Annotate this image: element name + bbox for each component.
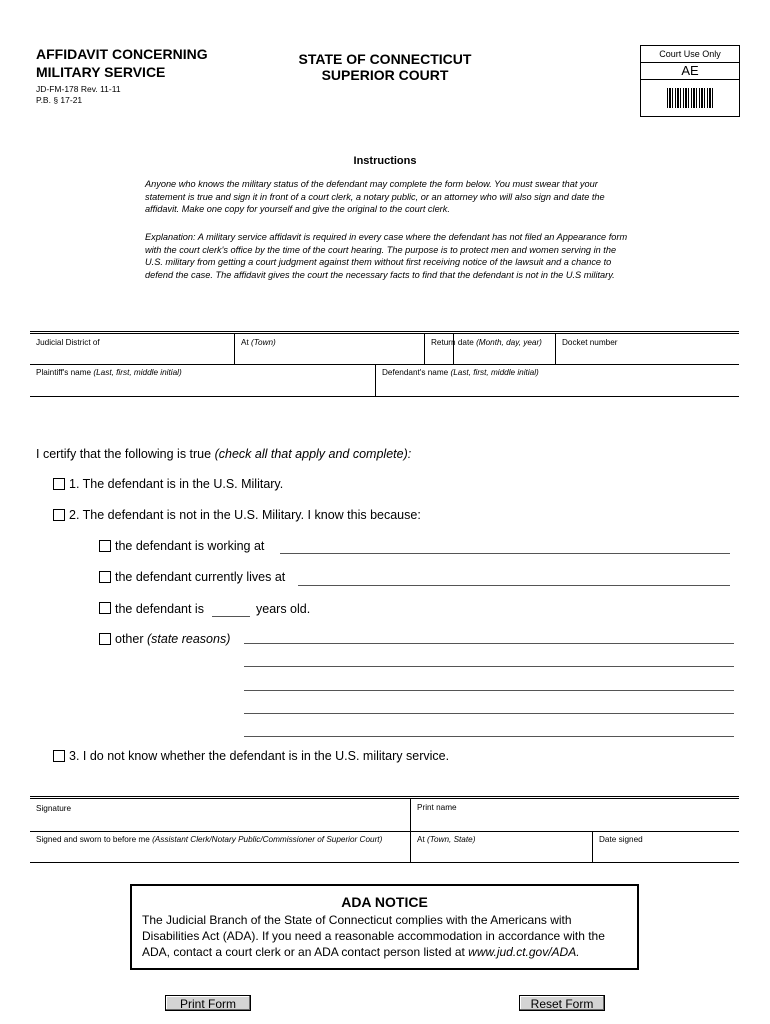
certify-intro-hint: (check all that apply and complete): <box>214 447 412 461</box>
age-label-pre: the defendant is <box>115 602 204 616</box>
working-label: the defendant is working at <box>115 539 265 553</box>
print-name-field[interactable] <box>411 799 739 831</box>
case-info-row-2 <box>30 364 739 397</box>
return-date-label: Return date <box>431 338 474 347</box>
docket-number-label: Docket number <box>562 338 618 347</box>
ada-notice-box <box>130 884 639 970</box>
item3-checkbox[interactable] <box>53 750 65 762</box>
ada-link[interactable]: www.jud.ct.gov/ADA. <box>468 945 580 959</box>
sworn-before-field[interactable] <box>30 831 411 862</box>
return-date-hint: (Month, day, year) <box>476 338 542 347</box>
pb-reference: P.B. § 17-21 <box>36 95 83 105</box>
form-title <box>36 45 208 81</box>
at-town-state-field[interactable] <box>411 831 593 862</box>
certify-intro <box>36 446 411 462</box>
court-name <box>280 51 490 83</box>
reset-form-button[interactable]: Reset Form <box>519 995 605 1011</box>
item2-label: 2. The defendant is not in the U.S. Military. I know this because: <box>69 508 421 522</box>
item1-checkbox[interactable] <box>53 478 65 490</box>
ada-notice-heading: ADA NOTICE <box>341 894 428 910</box>
print-form-button[interactable]: Print Form <box>165 995 251 1011</box>
defendant-name-hint: (Last, first, middle initial) <box>450 368 539 377</box>
court-use-only-box <box>640 45 740 117</box>
at-town-state-hint: (Town, State) <box>427 835 476 844</box>
other-reason-line-3[interactable] <box>244 690 734 691</box>
ada-notice-text <box>132 910 637 960</box>
plaintiff-name-label: Plaintiff's name <box>36 368 92 377</box>
judicial-district-field[interactable] <box>30 334 235 364</box>
other-checkbox[interactable] <box>99 633 111 645</box>
other-reason-line-2[interactable] <box>244 666 734 667</box>
ada-notice-body: The Judicial Branch of the State of Connecticut complies with the Americans with Disabilities Act (ADA). If you need a reasonable accommodation in accordance with the ADA, contact a court clerk or an ADA contact person listed at <box>142 913 605 959</box>
plaintiff-name-hint: (Last, first, middle initial) <box>93 368 182 377</box>
at-town-field[interactable] <box>235 334 454 364</box>
court-line1: STATE OF CONNECTICUT <box>298 51 472 67</box>
court-use-only-label: Court Use Only <box>641 46 739 63</box>
sworn-label: Signed and sworn to before me <box>36 835 150 844</box>
other-label-hint: (state reasons) <box>146 632 231 646</box>
judicial-district-label: Judicial District of <box>36 338 100 347</box>
defendant-name-field[interactable] <box>376 364 739 396</box>
form-number: JD-FM-178 Rev. 11-11 <box>36 84 121 94</box>
form-title-line2: MILITARY SERVICE <box>36 64 166 80</box>
at-town-label: At <box>241 338 249 347</box>
instructions-paragraph-2: Explanation: A military service affidavit is required in every case where the defendant has not filed an Appearance form with the court clerk's office by the time of the court hearing. The purpose is to protect men and women serving in the U.S. military from getting a court judgment against them without first receiving notice of the lawsuit and a chance to defend the case. The affidavit gives the court the necessary facts to find that the defendant is not in the U.S military. <box>145 232 628 280</box>
other-reason-line-4[interactable] <box>244 713 734 714</box>
instructions-heading: Instructions <box>353 155 417 167</box>
signature-row-1 <box>30 799 739 832</box>
at-town-hint: (Town) <box>251 338 276 347</box>
other-reason-line-1[interactable] <box>244 643 734 644</box>
age-checkbox[interactable] <box>99 602 111 614</box>
certify-intro-text: I certify that the following is true <box>36 447 212 461</box>
defendant-name-label: Defendant's name <box>382 368 449 377</box>
lives-checkbox[interactable] <box>99 571 111 583</box>
date-signed-field[interactable] <box>593 831 739 862</box>
signature-row-2 <box>30 831 739 863</box>
return-date-field[interactable] <box>424 334 556 364</box>
sworn-hint: (Assistant Clerk/Notary Public/Commissioner of Superior Court) <box>152 835 383 844</box>
plaintiff-name-field[interactable] <box>30 364 376 396</box>
barcode-icon <box>667 88 713 108</box>
item2-checkbox[interactable] <box>53 509 65 521</box>
age-label-post: years old. <box>256 602 311 616</box>
lives-label: the defendant currently lives at <box>115 570 286 584</box>
at-town-state-label: At <box>417 835 425 844</box>
form-title-line1: AFFIDAVIT CONCERNING <box>36 46 208 62</box>
other-label <box>115 631 230 647</box>
item3-label: 3. I do not know whether the defendant is in the U.S. military service. <box>69 749 450 763</box>
instructions-paragraph-1: Anyone who knows the military status of the defendant may complete the form below. You must swear that your statement is true and sign it in front of a court clerk, a notary public, or an attorney who will also sign and date the affidavit. Make one copy for yourself and give the original to the court clerk. <box>145 179 605 214</box>
working-checkbox[interactable] <box>99 540 111 552</box>
working-at-input[interactable] <box>280 553 730 554</box>
print-name-label: Print name <box>417 803 457 812</box>
age-input[interactable] <box>212 616 250 617</box>
docket-number-field[interactable] <box>556 334 739 364</box>
court-use-code: AE <box>641 63 739 80</box>
signature-label: Signature <box>36 804 72 813</box>
date-signed-label: Date signed <box>599 835 643 844</box>
signature-field[interactable] <box>30 799 411 831</box>
court-line2: SUPERIOR COURT <box>321 67 449 83</box>
item1-label: 1. The defendant is in the U.S. Military. <box>69 477 284 491</box>
other-label-text: other <box>115 632 144 646</box>
other-reason-line-5[interactable] <box>244 736 734 737</box>
case-info-row-1 <box>30 334 739 365</box>
lives-at-input[interactable] <box>298 585 730 586</box>
